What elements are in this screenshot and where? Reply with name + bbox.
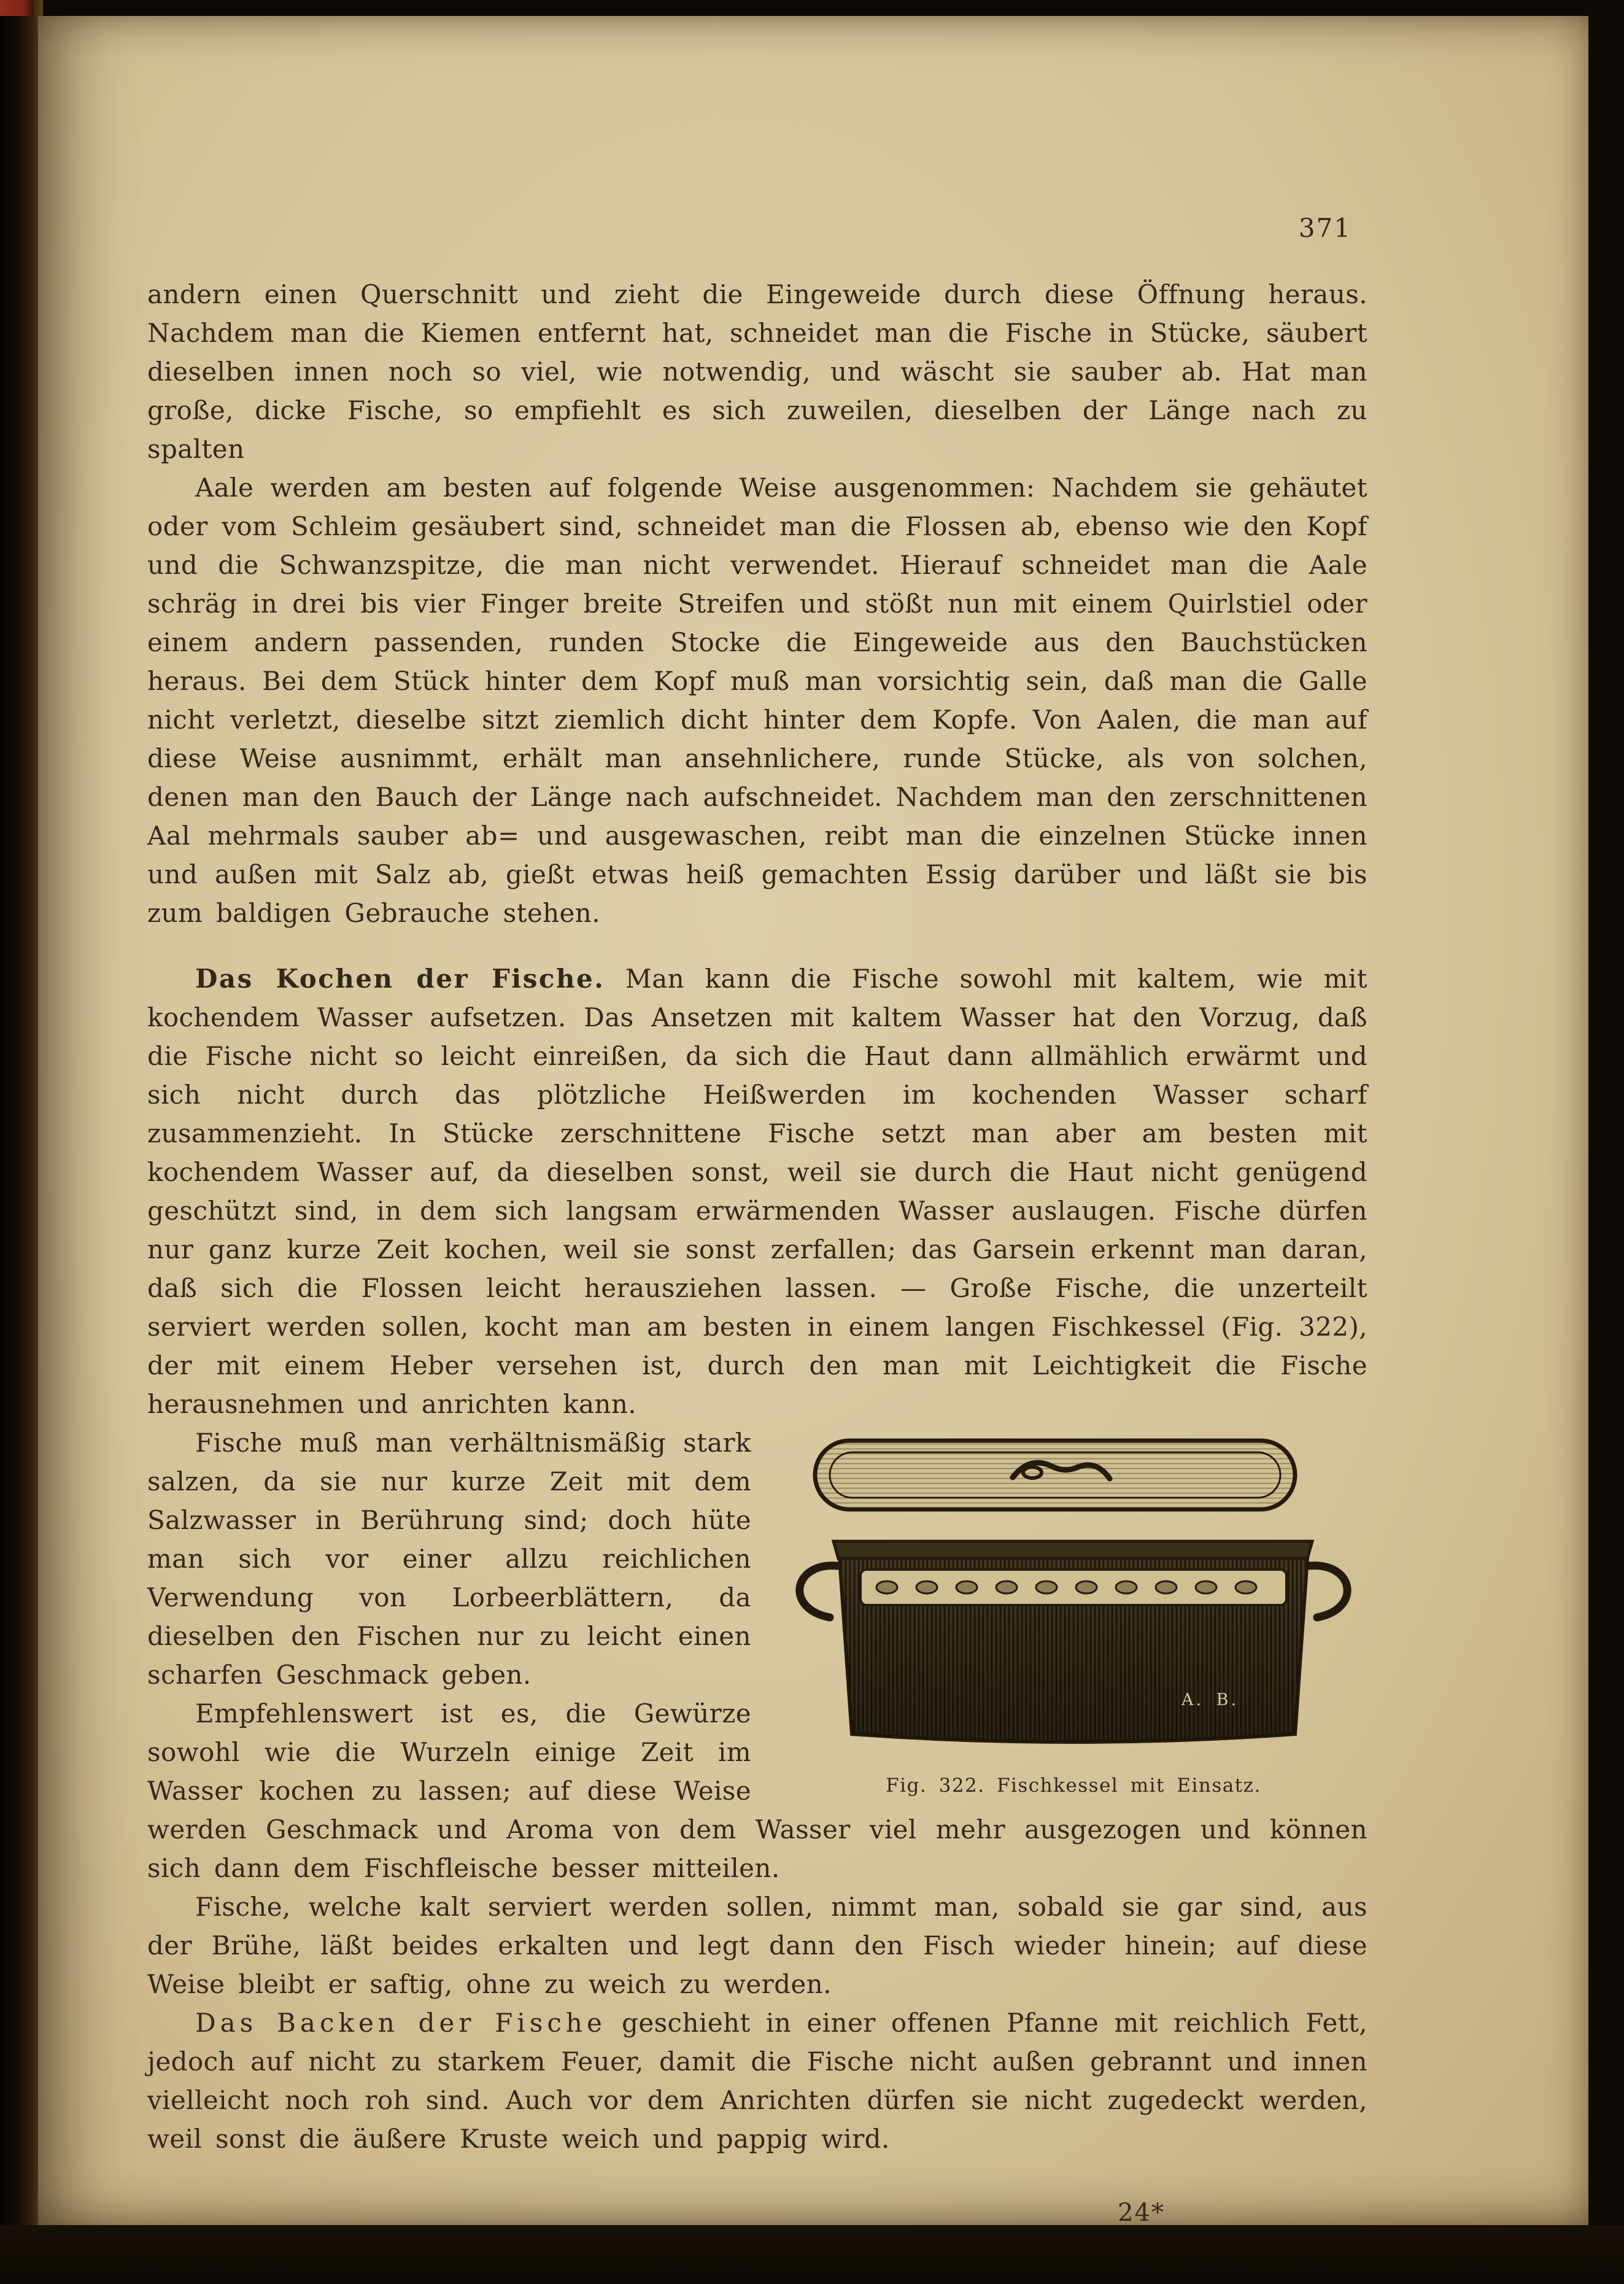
fischkessel-illustration (779, 1432, 1367, 1763)
kettle-insert (860, 1570, 1286, 1605)
paragraph-aale: Aale werden am besten auf folgende Weise ausgenommen: Nachdem sie gehäutet oder vom Schleim gesäubert sind, schneidet man die Flossen ab, ebenso wie den Kopf und die Schwanzspitze, die man nicht verwendet. Hierauf schneidet man die Aale schräg in drei bis vier Finger breite Streifen und stößt nun mit einem Quirlstiel oder einem andern passenden, runden Stocke die Eingeweide aus den Bauchstücken heraus. Bei dem Stück hinter dem Kopf muß man vorsichtig sein, daß man die Galle nicht verletzt, dieselbe sitzt ziemlich dicht hinter dem Kopfe. Von Aalen, die man auf diese Weise ausnimmt, erhält man ansehnlichere, runde Stücke, als von solchen, denen man den Bauch der Länge nach aufschneidet. Nachdem man den zerschnittenen Aal mehrmals sauber ab= und ausgewaschen, reibt man die einzelnen Stücke innen und außen mit Salz ab, gießt etwas heiß gemachten Essig darüber und läßt sie bis zum baldigen Gebrauche stehen. (147, 473, 1367, 928)
paragraph-text: geschieht in einer offenen Pfanne mit reichlich Fett, jedoch auf nicht zu starkem Feuer, damit die Fische nicht außen gebrannt und innen vielleicht noch roh sind. Auch vor dem Anrichten dürfen sie nicht zugedeckt werden, weil sonst die äußere Kruste weich und pappig wird. (147, 2008, 1368, 2154)
book-page-paper (38, 16, 1588, 2225)
paragraph-kalt-servieren: Fische, welche kalt serviert werden sollen, nimmt man, sobald sie gar sind, aus der Brühe, läßt beides erkalten und legt dann den Fisch wieder hinein; auf diese Weise bleibt er saftig, ohne zu weich zu werden. (147, 1892, 1367, 1999)
book-binding-edge (0, 0, 43, 2284)
paragraph-gewuerze: Empfehlenswert ist es, die Gewürze sowohl wie die Wurzeln einige Zeit im Wasser kochen zu lassen; auf diese Weise werden Geschmack und Aroma von dem Wasser viel mehr ausgezogen und können sich dann dem Fischfleische besser mitteilen. (147, 1698, 1367, 1883)
section-heading-inline: Das Kochen der Fische. (195, 964, 605, 994)
text-block (147, 275, 1367, 2232)
corner-page-edge (0, 0, 33, 16)
engraver-signature: A. B. (1181, 1690, 1239, 1709)
page-number: 371 (1298, 213, 1351, 243)
emphasis-backen: Das Backen der Fische (195, 2008, 606, 2038)
paragraph-continuation: andern einen Querschnitt und zieht die Eingeweide durch diese Öffnung heraus. Nachdem man die Kiemen entfernt hat, schneidet man die Fische in Stücke, säubert dieselben innen noch so viel, wie notwendig, und wäscht sie sauber ab. Hat man große, dicke Fische, so empfiehlt es sich zuweilen, dieselben der Länge nach zu spalten (147, 279, 1367, 464)
paragraph-kochen (147, 959, 1367, 1423)
kettle-handle-right (1310, 1566, 1347, 1617)
paragraph-backen (147, 2003, 1367, 2158)
paragraph-salzen: Fische muß man verhältnismäßig stark salzen, da sie nur kurze Zeit mit dem Salzwasser in Berührung sind; doch hüte man sich vor einer allzu reichlichen Verwendung von Lorbeerblättern, da dieselben den Fischen nur zu leicht einen scharfen Geschmack geben. (147, 1428, 751, 1690)
paragraph-text: Man kann die Fische sowohl mit kaltem, wie mit kochendem Wasser aufsetzen. Das Ansetzen mit kaltem Wasser hat den Vorzug, daß die Fische nicht so leicht einreißen, da sich die Haut dann allmählich erwärmt und sich nicht durch das plötzliche Heißwerden im kochenden Wasser scharf zusammenzieht. In Stücke zerschnittene Fische setzt man aber am besten mit kochendem Wasser auf, da dieselben sonst, weil sie durch die Haut nicht genügend geschützt sind, in dem sich langsam erwärmenden Wasser auslaugen. Fische dürfen nur ganz kurze Zeit kochen, weil sie sonst zerfallen; das Garsein erkennt man daran, daß sich die Flossen leicht herausziehen lassen. — Große Fische, die unzerteilt serviert werden sollen, kocht man am besten in einem langen Fischkessel (Fig. 322), der mit einem Heber versehen ist, durch den man mit Leichtigkeit die Fische herausnehmen und anrichten kann. (147, 964, 1367, 1419)
bottom-scan-edge (0, 2225, 1624, 2284)
printer-signature-mark: 24* (1118, 2199, 1165, 2227)
kettle-lid (815, 1441, 1295, 1509)
figure-fischkessel (779, 1432, 1367, 1798)
figure-caption: Fig. 322. Fischkessel mit Einsatz. (886, 1775, 1261, 1797)
kettle-handle-left (800, 1566, 837, 1617)
kettle-rim (833, 1541, 1312, 1558)
